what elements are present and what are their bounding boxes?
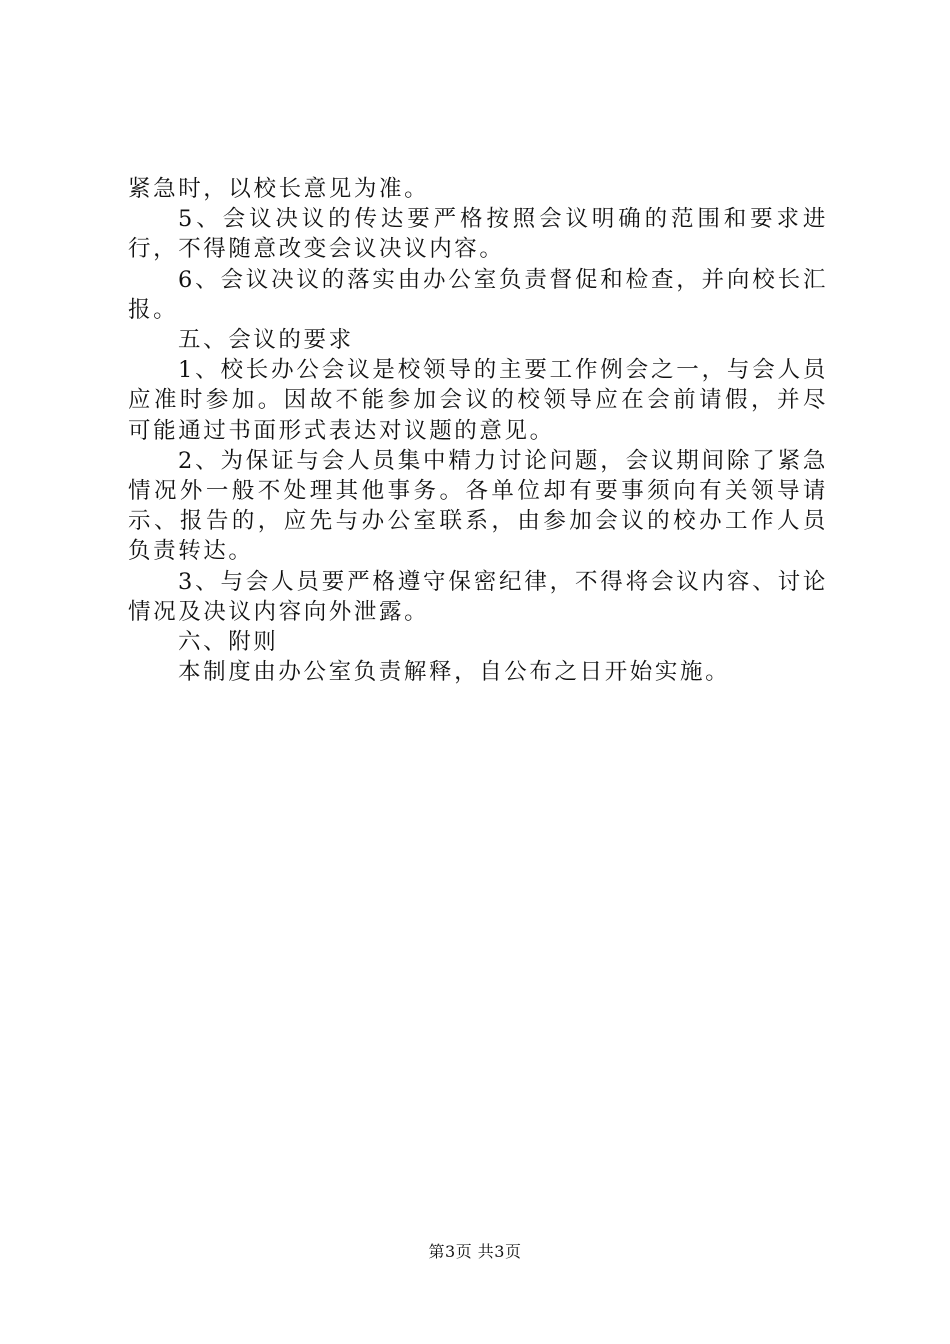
paragraph-requirement-2: 2、为保证与会人员集中精力讨论问题，会议期间除了紧急情况外一般不处理其他事务。各单位却有要事须向有关领导请示、报告的，应先与办公室联系，由参加会议的校办工作人员负责转达。 [128,447,828,565]
document-body [128,174,828,687]
section-heading-appendix: 六、附则 [178,629,279,656]
paragraph-continuation: 紧急时，以校长意见为准。 [128,176,430,202]
page-number-footer: 第3页 共3页 [428,1242,522,1261]
paragraph-appendix: 本制度由办公室负责解释，自公布之日开始实施。 [178,659,731,686]
paragraph-requirement-1: 1、校长办公会议是校领导的主要工作例会之一，与会人员应准时参加。因故不能参加会议的校领导应在会前请假，并尽可能通过书面形式表达对议题的意见。 [128,357,828,444]
paragraph-item-6: 6、会议决议的落实由办公室负责督促和检查，并向校长汇报。 [128,266,828,323]
paragraph-item-5: 5、会议决议的传达要严格按照会议明确的范围和要求进行，不得随意改变会议决议内容。 [128,206,828,263]
section-heading-requirements: 五、会议的要求 [178,327,354,354]
paragraph-requirement-3: 3、与会人员要严格遵守保密纪律，不得将会议内容、讨论情况及决议内容向外泄露。 [128,568,828,625]
